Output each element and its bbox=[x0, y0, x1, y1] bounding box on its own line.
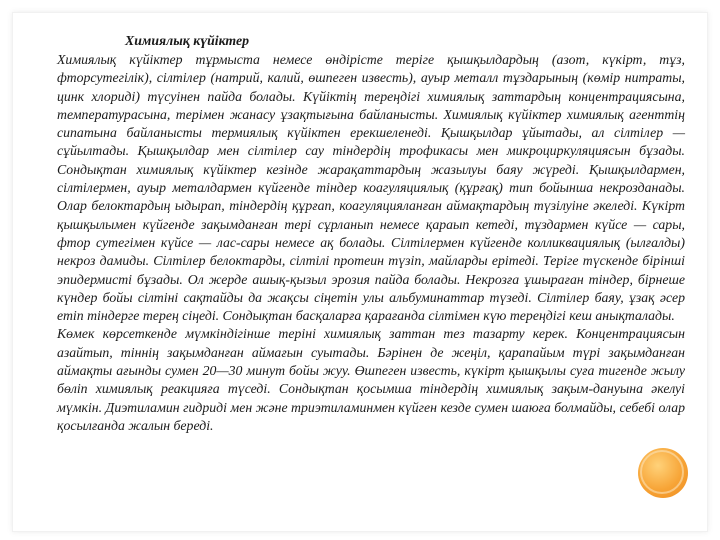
decorative-ring-icon bbox=[640, 450, 684, 494]
paragraph-burns-description: Химиялық күйіктер тұрмыста немесе өндірісте теріге қышқылдардың (азот, күкірт, тұз, фторсутегілік), сілтілер (натрий, калий, өшпеген известь), ауыр металл тұздарының (көмір нитраты, цинк хлориді) түсуінен пайда болады. Күйіктің тереңдігі химиялық заттардың концентрациясына, температурасына, терімен жанасу ұзақтығына байланысты. Химиялық күйіктер химиялық агенттің сипатына байланысты термиялық күйіктен ерекшеленеді. Қышқылдар ұйытады, ал сілтілер — сұйылтады. Қышқылдар мен сілтілер сау тіндердің трофикасы мен микроциркуляциясын бұзады. Сондықтан химиялық күйіктер кезінде жарақаттардың жазылуы баяу жүреді. Қышқылдармен, сілтілермен, ауыр металдармен күйгенде тіндер коагуляциялық (құрғақ) тип бойынша некрозданады. Олар белоктардың ыдырап, тіндердің құрғап, коагуляцияланған аймақтардың түзілуіне әкеледі. Күкірт қышқылымен күйгенде зақымданған тері сұрланып немесе қараып кетеді, тұздармен күйсе — сары, фтор сутегімен күйсе — лас-сары немесе ақ болады. Сілтілермен күйгенде колликвациялық (ылғалды) некроз дамиды. Сілтілер белоктарды, сілтілі протеин түзіп, майларды ерітеді. Теріге түскенде бірінші эпидермисті бұзады. Ол жерде ашық-қызыл эрозия пайда болады. Некрозға ұшыраған тіндер, бірнеше күндер бойы сілтіні сақтайды да жақсы сіңетін улы альбуминаттар түзеді. Сілтілер баяу, ұзақ әсер етіп тіндерге терең сіңеді. Сондықтан басқаларға қарағанда сілтімен күю тереңдігі кеш анықталады. bbox=[57, 52, 685, 324]
document-title: Химиялық күйіктер bbox=[125, 33, 249, 48]
paragraph-first-aid: Көмек көрсеткенде мүмкіндігінше теріні химиялық заттан тез тазарту керек. Концентрациясын азайтып, тіннің зақымданған аймағын суытады. Бәрінен де жеңіл, қарапайым түрі зақымданған аймақты ағынды сумен 20—30 минут бойы жуу. Өшпеген известь, күкірт қышқылы суға тигенде жылу бөліп химиялық реакцияға түседі. Сондықтан қосымша тіндердің химиялық зақым-дануына әкелуі мүмкін. Диэтиламин гидриді мен және триэтиламинмен күйген кезде сумен шаюға болмайды, себебі олар қосылғанда жалын береді. bbox=[57, 326, 685, 433]
slide-frame bbox=[12, 12, 708, 532]
document-body bbox=[57, 31, 685, 435]
